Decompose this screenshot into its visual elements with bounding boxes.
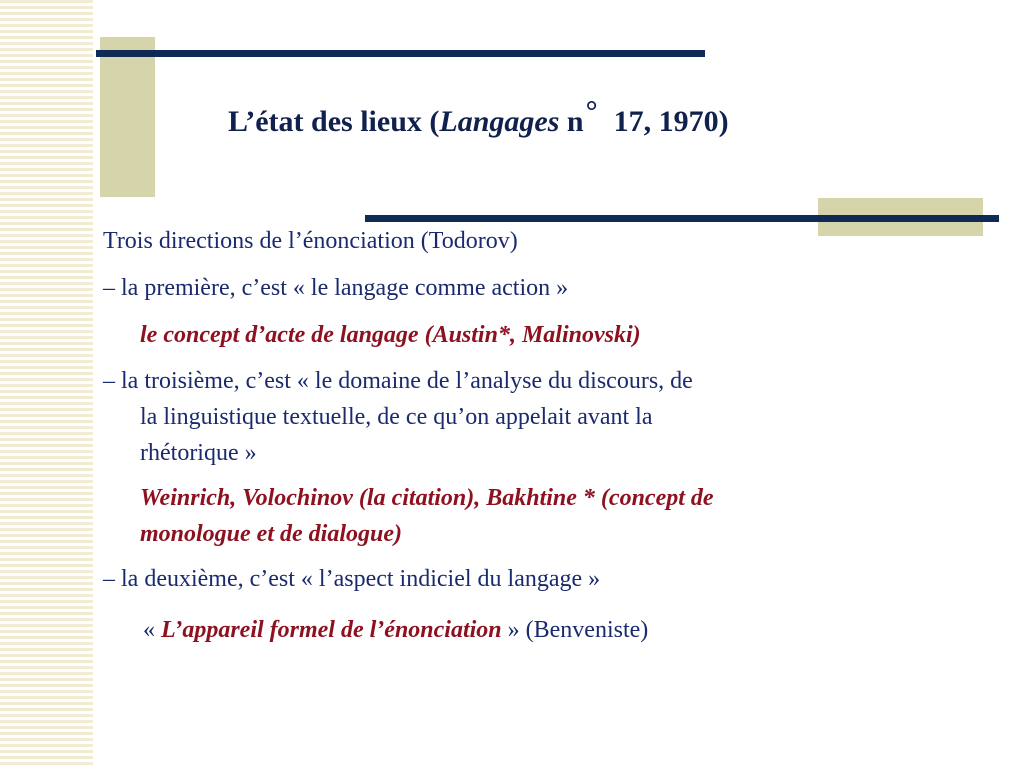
- second-direction-note: [143, 617, 648, 644]
- third-direction-line-1: – la troisième, c’est « le domaine de l’analyse du discours, de: [103, 368, 693, 394]
- first-direction-note: le concept d’acte de langage (Austin*, Malinovski): [140, 322, 641, 348]
- slide-title: [228, 95, 729, 139]
- second-direction: – la deuxième, c’est « l’aspect indiciel du langage »: [103, 566, 601, 592]
- third-direction-note-line-2: monologue et de dialogue): [140, 521, 402, 547]
- decorative-rule-bottom: [365, 215, 999, 222]
- title-degree-sign: °: [585, 95, 598, 128]
- decorative-stripe-band: [0, 0, 93, 768]
- decorative-rule-top: [96, 50, 705, 57]
- third-direction-line-3: rhétorique »: [140, 440, 257, 466]
- third-direction-note-line-1: Weinrich, Volochinov (la citation), Bakhtine * (concept de: [140, 485, 714, 511]
- title-journal: Langages: [439, 105, 560, 138]
- second-note-close: » (Benveniste): [501, 617, 649, 643]
- title-number-label: n: [566, 105, 584, 138]
- title-suffix: ): [718, 105, 729, 138]
- third-direction-line-2: la linguistique textuelle, de ce qu’on appelait avant la: [140, 404, 653, 430]
- second-note-title: L’appareil formel de l’énonciation: [161, 617, 502, 643]
- second-note-open-quote: «: [143, 617, 161, 643]
- decorative-block-top: [100, 37, 155, 197]
- intro-line: Trois directions de l’énonciation (Todorov): [103, 228, 518, 254]
- title-prefix: L’état des lieux (: [228, 105, 440, 138]
- title-issue-year: 17, 1970: [613, 105, 719, 138]
- first-direction: – la première, c’est « le langage comme action »: [103, 275, 569, 301]
